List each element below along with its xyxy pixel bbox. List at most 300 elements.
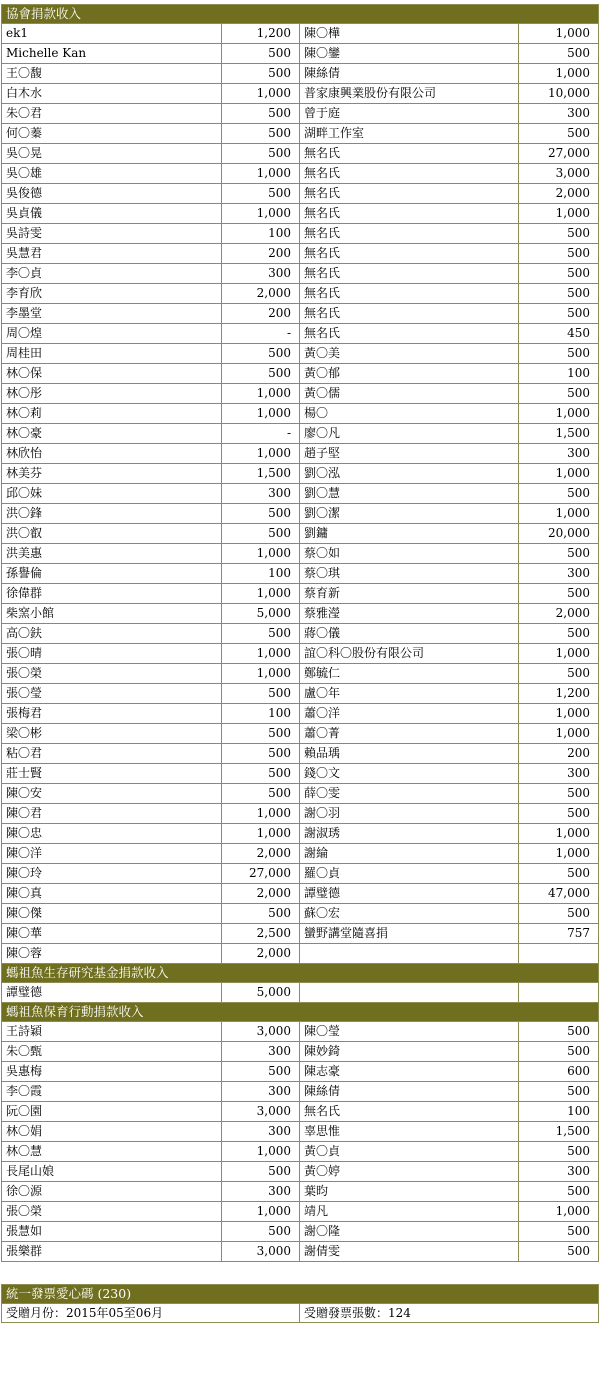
donation-amount: 500 — [519, 484, 599, 504]
donation-amount: 500 — [222, 524, 300, 544]
donation-amount: 2,000 — [519, 184, 599, 204]
donor-name: 盧〇年 — [300, 684, 519, 704]
donation-amount: 100 — [222, 224, 300, 244]
donation-amount: 27,000 — [519, 144, 599, 164]
donation-amount: 500 — [519, 284, 599, 304]
donor-name: 吳慧君 — [2, 244, 222, 264]
donation-amount: 200 — [519, 744, 599, 764]
donation-amount: 1,000 — [222, 164, 300, 184]
donation-amount: 500 — [222, 764, 300, 784]
donation-amount: 1,000 — [222, 804, 300, 824]
donor-name: 吳貞儀 — [2, 204, 222, 224]
donation-amount: 500 — [519, 784, 599, 804]
table-row — [2, 804, 599, 824]
fund-section — [2, 964, 599, 1003]
donation-amount: 300 — [519, 764, 599, 784]
table-row — [2, 1082, 599, 1102]
table-row — [2, 244, 599, 264]
table-row — [2, 44, 599, 64]
table-row — [2, 284, 599, 304]
donor-name: 李育欣 — [2, 284, 222, 304]
donor-name: 陳〇蓉 — [2, 944, 222, 964]
donation-amount: 300 — [222, 1082, 300, 1102]
donor-name: 無名氏 — [300, 324, 519, 344]
action-section-title: 螞祖魚保育行動捐款收入 — [2, 1003, 599, 1022]
donor-name: 白木水 — [2, 84, 222, 104]
table-row — [2, 444, 599, 464]
donation-amount: 1,200 — [519, 684, 599, 704]
table-row — [2, 184, 599, 204]
donor-name: 黃〇儒 — [300, 384, 519, 404]
donation-amount: 500 — [519, 384, 599, 404]
donor-name: 阮〇園 — [2, 1102, 222, 1122]
donor-name: 林〇娟 — [2, 1122, 222, 1142]
donor-name: 蔡雅瀅 — [300, 604, 519, 624]
donation-amount: 1,000 — [519, 64, 599, 84]
table-row — [2, 124, 599, 144]
table-row — [2, 1182, 599, 1202]
donor-name: 李〇霞 — [2, 1082, 222, 1102]
donor-name: 陳妙錡 — [300, 1042, 519, 1062]
donor-name — [300, 983, 519, 1003]
association-section-title: 協會捐款收入 — [2, 5, 599, 24]
donation-amount: 500 — [519, 1022, 599, 1042]
donor-name: 李墨堂 — [2, 304, 222, 324]
donor-name: 林〇彤 — [2, 384, 222, 404]
donor-name: 吳〇晃 — [2, 144, 222, 164]
donation-amount: - — [222, 424, 300, 444]
donor-name: 長尾山娘 — [2, 1162, 222, 1182]
donation-amount: 1,000 — [519, 824, 599, 844]
donor-name: 曾于庭 — [300, 104, 519, 124]
table-row — [2, 104, 599, 124]
donor-name: 黃〇郁 — [300, 364, 519, 384]
donor-name: 劉〇泓 — [300, 464, 519, 484]
donor-name: 吳詩雯 — [2, 224, 222, 244]
donor-name: 無名氏 — [300, 164, 519, 184]
donation-amount: 1,000 — [519, 404, 599, 424]
donation-amount: 100 — [222, 704, 300, 724]
donation-amount: 500 — [222, 344, 300, 364]
donor-name: 王〇馥 — [2, 64, 222, 84]
donation-amount: 500 — [222, 44, 300, 64]
donor-name: 張梅君 — [2, 704, 222, 724]
donation-amount: 500 — [519, 124, 599, 144]
donor-name: 劉〇潔 — [300, 504, 519, 524]
table-row — [2, 684, 599, 704]
donation-amount: 1,000 — [222, 84, 300, 104]
donation-amount: 1,200 — [222, 24, 300, 44]
table-row — [2, 544, 599, 564]
donation-amount: 10,000 — [519, 84, 599, 104]
donor-name: 吳〇雄 — [2, 164, 222, 184]
table-row — [2, 1062, 599, 1082]
donation-amount: 1,000 — [519, 464, 599, 484]
donor-name: 無名氏 — [300, 244, 519, 264]
donor-name: 張〇榮 — [2, 664, 222, 684]
action-section — [2, 1003, 599, 1262]
donation-amount: 300 — [222, 1182, 300, 1202]
donor-name: 普家康興業股份有限公司 — [300, 84, 519, 104]
donor-name: 柴窯小館 — [2, 604, 222, 624]
donation-amount: 500 — [519, 664, 599, 684]
donation-amount: 1,000 — [222, 544, 300, 564]
donation-amount: 2,000 — [222, 844, 300, 864]
donation-amount: 500 — [519, 1042, 599, 1062]
table-row — [2, 904, 599, 924]
table-row — [2, 744, 599, 764]
donor-name: 朱〇君 — [2, 104, 222, 124]
donor-name: 洪〇叡 — [2, 524, 222, 544]
table-row — [2, 1162, 599, 1182]
donor-name: 謝〇羽 — [300, 804, 519, 824]
donor-name: 蕭〇洋 — [300, 704, 519, 724]
donor-name: 辜思惟 — [300, 1122, 519, 1142]
donation-amount: 1,000 — [222, 664, 300, 684]
donor-name: 羅〇貞 — [300, 864, 519, 884]
donation-amount: 500 — [519, 1142, 599, 1162]
donation-amount: 1,000 — [222, 584, 300, 604]
donor-name: 陳絲倩 — [300, 1082, 519, 1102]
donation-amount: 500 — [222, 124, 300, 144]
donation-table — [1, 4, 599, 1262]
donor-name: 黃〇貞 — [300, 1142, 519, 1162]
donor-name: 梁〇彬 — [2, 724, 222, 744]
donor-name: 湖畔工作室 — [300, 124, 519, 144]
donor-name: 蔡〇琪 — [300, 564, 519, 584]
table-row — [2, 704, 599, 724]
table-row — [2, 344, 599, 364]
donor-name: 朱〇甄 — [2, 1042, 222, 1062]
donor-name: 王詩穎 — [2, 1022, 222, 1042]
donor-name: 謝綸 — [300, 844, 519, 864]
donation-amount: 500 — [222, 104, 300, 124]
table-row — [2, 264, 599, 284]
fund-section-title: 螞祖魚生存研究基金捐款收入 — [2, 964, 599, 983]
donation-amount: 1,000 — [519, 1202, 599, 1222]
donor-name: 徐〇源 — [2, 1182, 222, 1202]
table-row — [2, 1222, 599, 1242]
donor-name: 陳〇瑩 — [300, 1022, 519, 1042]
donation-amount: 200 — [222, 244, 300, 264]
donor-name: 張〇瑩 — [2, 684, 222, 704]
table-row — [2, 404, 599, 424]
donor-name: 林美芬 — [2, 464, 222, 484]
table-row — [2, 84, 599, 104]
donor-name: Michelle Kan — [2, 44, 222, 64]
donation-amount: 500 — [519, 44, 599, 64]
table-row — [2, 864, 599, 884]
donation-amount: 500 — [519, 304, 599, 324]
donation-amount: 500 — [222, 1222, 300, 1242]
donor-name: 洪〇鋒 — [2, 504, 222, 524]
donor-name: 譚璧德 — [300, 884, 519, 904]
table-row — [2, 1022, 599, 1042]
donor-name: 林〇莉 — [2, 404, 222, 424]
donation-amount: 1,500 — [519, 424, 599, 444]
table-row — [2, 204, 599, 224]
donation-amount: 500 — [519, 264, 599, 284]
donor-name: 張慧如 — [2, 1222, 222, 1242]
table-row — [2, 364, 599, 384]
table-row — [2, 884, 599, 904]
donation-amount: 1,500 — [519, 1122, 599, 1142]
donation-amount — [519, 983, 599, 1003]
donor-name: 薛〇雯 — [300, 784, 519, 804]
donor-name: 陳〇洋 — [2, 844, 222, 864]
donation-amount: 500 — [519, 804, 599, 824]
invoice-table — [1, 1284, 599, 1323]
donor-name: 蘇〇宏 — [300, 904, 519, 924]
table-row — [2, 624, 599, 644]
table-row — [2, 584, 599, 604]
table-row — [2, 424, 599, 444]
table-row — [2, 604, 599, 624]
donation-amount: 500 — [222, 724, 300, 744]
donor-name: 謝〇隆 — [300, 1222, 519, 1242]
donor-name — [300, 944, 519, 964]
donor-name: 誼〇科〇股份有限公司 — [300, 644, 519, 664]
donor-name: 張樂群 — [2, 1242, 222, 1262]
table-row — [2, 564, 599, 584]
donation-amount: 1,000 — [222, 1202, 300, 1222]
table-row — [2, 664, 599, 684]
donation-amount: 2,000 — [222, 884, 300, 904]
table-row — [2, 844, 599, 864]
donation-amount: 500 — [519, 244, 599, 264]
donor-name: 吳俊德 — [2, 184, 222, 204]
donor-name: 吳惠梅 — [2, 1062, 222, 1082]
donor-name: 粘〇君 — [2, 744, 222, 764]
table-row — [2, 824, 599, 844]
donation-amount: 450 — [519, 324, 599, 344]
donation-amount: 20,000 — [519, 524, 599, 544]
donation-amount: 2,000 — [222, 944, 300, 964]
donation-amount: 500 — [222, 624, 300, 644]
donation-amount: 3,000 — [519, 164, 599, 184]
table-row — [2, 304, 599, 324]
donation-amount: 600 — [519, 1062, 599, 1082]
invoice-section-title: 統一發票愛心碼 (230) — [2, 1285, 599, 1304]
donor-name: 陳〇安 — [2, 784, 222, 804]
donation-amount: 1,000 — [519, 704, 599, 724]
donation-amount: 300 — [519, 104, 599, 124]
donor-name: 無名氏 — [300, 264, 519, 284]
donor-name: 黃〇美 — [300, 344, 519, 364]
donor-name: 無名氏 — [300, 184, 519, 204]
donation-amount: 5,000 — [222, 604, 300, 624]
table-row — [2, 24, 599, 44]
donation-amount: 1,000 — [222, 824, 300, 844]
donation-amount: 200 — [222, 304, 300, 324]
donor-name: 錢〇文 — [300, 764, 519, 784]
table-row — [2, 983, 599, 1003]
donation-amount: 500 — [519, 1242, 599, 1262]
donation-amount: 500 — [222, 184, 300, 204]
donation-amount: 757 — [519, 924, 599, 944]
table-row — [2, 1242, 599, 1262]
donation-amount: 500 — [222, 364, 300, 384]
section-gap — [0, 1262, 600, 1284]
table-row — [2, 924, 599, 944]
donor-name: 楊〇 — [300, 404, 519, 424]
donation-amount: 1,000 — [222, 644, 300, 664]
donor-name: 陳〇華 — [2, 924, 222, 944]
donation-amount: 500 — [222, 904, 300, 924]
donor-name: 無名氏 — [300, 304, 519, 324]
donation-amount: 5,000 — [222, 983, 300, 1003]
donor-name: 劉鏞 — [300, 524, 519, 544]
donation-amount: - — [222, 324, 300, 344]
table-row — [2, 324, 599, 344]
donor-name: 無名氏 — [300, 1102, 519, 1122]
donor-name: 莊士賢 — [2, 764, 222, 784]
table-row — [2, 944, 599, 964]
donation-amount: 27,000 — [222, 864, 300, 884]
donation-amount: 47,000 — [519, 884, 599, 904]
donor-name: 賴品瑀 — [300, 744, 519, 764]
donation-amount: 2,000 — [222, 284, 300, 304]
table-row — [2, 144, 599, 164]
table-row — [2, 1142, 599, 1162]
donor-name: 何〇蓁 — [2, 124, 222, 144]
donor-name: 陳〇忠 — [2, 824, 222, 844]
table-row — [2, 784, 599, 804]
donation-amount: 500 — [519, 1222, 599, 1242]
donation-amount: 100 — [222, 564, 300, 584]
donation-amount: 500 — [519, 224, 599, 244]
donation-amount: 500 — [519, 864, 599, 884]
donation-amount: 500 — [519, 1082, 599, 1102]
donor-name: ek1 — [2, 24, 222, 44]
table-row — [2, 464, 599, 484]
donation-amount: 300 — [222, 1042, 300, 1062]
table-row — [2, 1202, 599, 1222]
donor-name: 劉〇慧 — [300, 484, 519, 504]
donor-name: 陳志豪 — [300, 1062, 519, 1082]
donation-amount: 1,000 — [222, 1142, 300, 1162]
donor-name: 蔡育新 — [300, 584, 519, 604]
donation-amount: 500 — [519, 1182, 599, 1202]
donor-name: 無名氏 — [300, 224, 519, 244]
donation-amount: 1,000 — [519, 504, 599, 524]
invoice-month: 受贈月份：2015年05至06月 — [2, 1304, 300, 1323]
donation-amount: 500 — [222, 684, 300, 704]
donation-amount: 1,000 — [519, 724, 599, 744]
donor-name: 靖凡 — [300, 1202, 519, 1222]
donor-name: 陳〇傑 — [2, 904, 222, 924]
donor-name: 林〇慧 — [2, 1142, 222, 1162]
association-section — [2, 5, 599, 964]
donor-name: 洪美惠 — [2, 544, 222, 564]
donor-name: 蕭〇菁 — [300, 724, 519, 744]
donor-name: 周〇煌 — [2, 324, 222, 344]
donation-amount: 300 — [222, 484, 300, 504]
donor-name: 林〇豪 — [2, 424, 222, 444]
donation-amount: 500 — [222, 144, 300, 164]
donor-name: 蔣〇儀 — [300, 624, 519, 644]
donor-name: 黃〇婷 — [300, 1162, 519, 1182]
table-row — [2, 644, 599, 664]
donor-name: 無名氏 — [300, 204, 519, 224]
donor-name: 鄭毓仁 — [300, 664, 519, 684]
table-row — [2, 504, 599, 524]
donor-name: 蔡〇如 — [300, 544, 519, 564]
donor-name: 陳絲倩 — [300, 64, 519, 84]
donation-amount: 1,000 — [519, 204, 599, 224]
donor-name: 陳〇樺 — [300, 24, 519, 44]
table-row — [2, 1102, 599, 1122]
donation-amount: 1,500 — [222, 464, 300, 484]
donation-amount: 300 — [222, 264, 300, 284]
donation-amount: 300 — [222, 1122, 300, 1142]
donation-amount: 500 — [222, 744, 300, 764]
donation-amount: 2,000 — [519, 604, 599, 624]
table-row — [2, 224, 599, 244]
donation-amount: 100 — [519, 1102, 599, 1122]
donor-name: 無名氏 — [300, 284, 519, 304]
donor-name: 廖〇凡 — [300, 424, 519, 444]
donation-amount: 3,000 — [222, 1242, 300, 1262]
table-row — [2, 164, 599, 184]
donation-amount: 500 — [519, 904, 599, 924]
donor-name: 蠻野講堂隨喜捐 — [300, 924, 519, 944]
donation-amount: 300 — [519, 1162, 599, 1182]
donor-name: 陳〇君 — [2, 804, 222, 824]
donor-name: 張〇晴 — [2, 644, 222, 664]
donation-amount: 1,000 — [222, 384, 300, 404]
donor-name: 葉昀 — [300, 1182, 519, 1202]
table-row — [2, 764, 599, 784]
donor-name: 無名氏 — [300, 144, 519, 164]
donation-amount: 1,000 — [222, 404, 300, 424]
donation-amount: 500 — [519, 624, 599, 644]
table-row — [2, 384, 599, 404]
donation-amount: 300 — [519, 444, 599, 464]
donor-name: 譚璧德 — [2, 983, 222, 1003]
donation-amount: 500 — [222, 1162, 300, 1182]
donor-name: 林欣怡 — [2, 444, 222, 464]
table-row — [2, 724, 599, 744]
donor-name: 高〇鈇 — [2, 624, 222, 644]
donor-name: 陳〇真 — [2, 884, 222, 904]
donation-amount: 1,000 — [519, 24, 599, 44]
donation-amount: 1,000 — [519, 644, 599, 664]
donor-name: 張〇榮 — [2, 1202, 222, 1222]
table-row — [2, 484, 599, 504]
donation-amount: 100 — [519, 364, 599, 384]
donation-amount: 500 — [519, 544, 599, 564]
donor-name: 周桂田 — [2, 344, 222, 364]
table-row — [2, 1122, 599, 1142]
donor-name: 孫譽倫 — [2, 564, 222, 584]
donor-name: 陳〇鑾 — [300, 44, 519, 64]
donor-name: 陳〇玲 — [2, 864, 222, 884]
donor-name: 李〇貞 — [2, 264, 222, 284]
donor-name: 謝倩雯 — [300, 1242, 519, 1262]
invoice-count: 受贈發票張數：124 — [300, 1304, 599, 1323]
donor-name: 趙子堅 — [300, 444, 519, 464]
table-row — [2, 1042, 599, 1062]
donation-amount: 1,000 — [222, 204, 300, 224]
donation-amount — [519, 944, 599, 964]
donation-amount: 500 — [222, 504, 300, 524]
donation-amount: 500 — [222, 784, 300, 804]
donation-amount: 1,000 — [519, 844, 599, 864]
donation-amount: 3,000 — [222, 1102, 300, 1122]
donation-amount: 3,000 — [222, 1022, 300, 1042]
donor-name: 邱〇妹 — [2, 484, 222, 504]
